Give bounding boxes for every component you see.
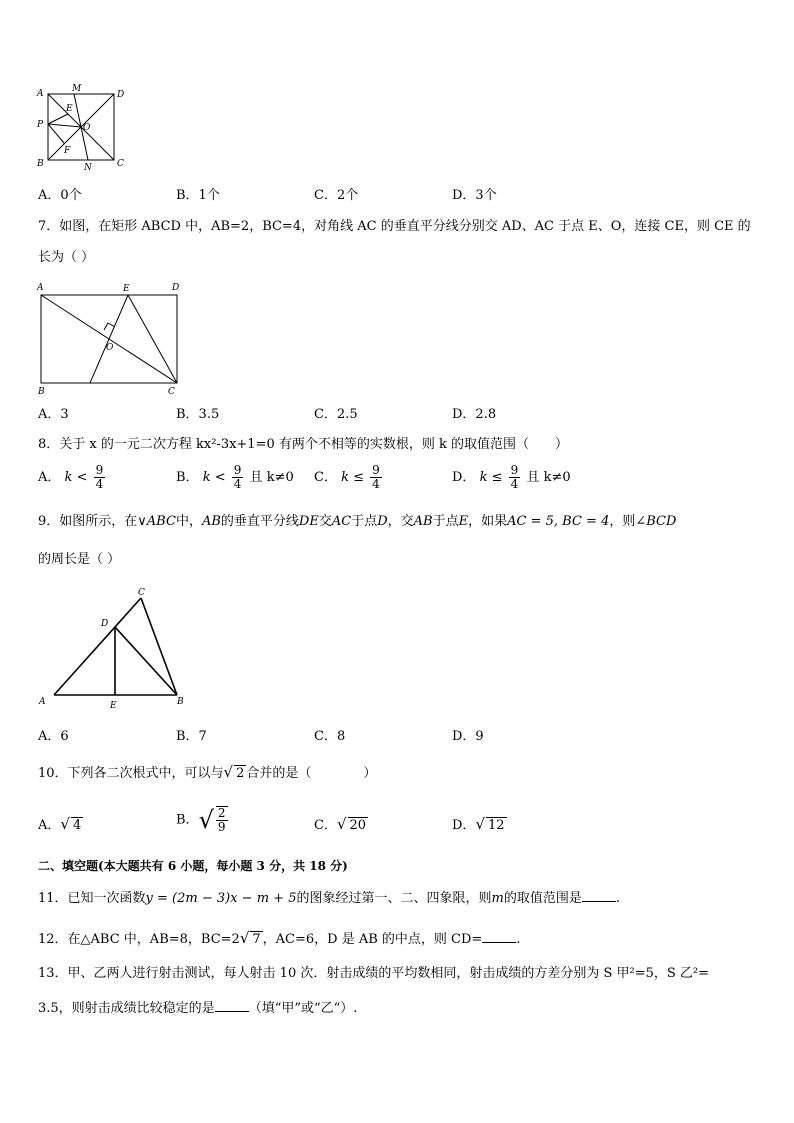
q9-part3: 的垂直平分线 <box>220 514 299 529</box>
radical-icon: √ <box>239 929 250 947</box>
q8-d-fraction <box>509 464 521 491</box>
q13-line2-post: （填“甲”或“乙“）. <box>248 1001 358 1016</box>
q10-post: 合并的是（ ） <box>246 766 377 781</box>
q10-option-a[interactable] <box>38 816 83 834</box>
q8-option-c[interactable] <box>314 464 384 491</box>
radical-icon: √ <box>60 815 70 833</box>
q9-option-c[interactable]: C．8 <box>314 729 346 744</box>
q8-b-num: 9 <box>233 463 242 477</box>
q8-b-lt: < <box>214 470 226 485</box>
q8-b-prefix: B． <box>176 470 199 485</box>
q8-b-cond: 且 k≠0 <box>249 470 294 485</box>
q9-option-d[interactable]: D．9 <box>452 729 484 744</box>
q10-d-rad: 12 <box>488 818 505 833</box>
q8-b-den: 4 <box>233 477 242 491</box>
q8-text: 8．关于 x 的一元二次方程 kx²-3x+1=0 有两个不相等的实数根，则 k 的取值范围（ ） <box>38 437 569 452</box>
q8-d-k: k <box>479 470 488 485</box>
q9-given: AC = 5, BC = 4 <box>507 514 610 529</box>
section-title: 二、填空题(本大题共有 6 小题，每小题 3 分，共 18 分) <box>38 859 348 873</box>
q9-angle: ∠BCD <box>635 514 677 529</box>
q9-ac: AC <box>331 514 352 529</box>
q8-d-le: ≤ <box>491 470 503 485</box>
q9-option-b[interactable]: B．7 <box>176 729 207 744</box>
q10-c-rad: 20 <box>349 818 367 833</box>
q13-text-line2 <box>38 999 357 1017</box>
label-D: D <box>117 90 125 100</box>
q8-c-num: 9 <box>372 463 380 477</box>
q9-e: E <box>458 514 469 529</box>
q9-de: DE <box>298 514 319 529</box>
q9-text-line2: 的周长是（ ） <box>38 552 121 567</box>
q7-option-b[interactable]: B．3.5 <box>176 407 220 422</box>
label-A: A <box>37 89 44 99</box>
q8-a-prefix: A． <box>38 470 61 485</box>
q12-end: . <box>516 932 521 947</box>
q8-c-le: ≤ <box>353 470 365 485</box>
figure-q6 <box>34 84 128 172</box>
q11-end: . <box>615 891 620 906</box>
q6-option-a[interactable]: A．0个 <box>38 188 82 203</box>
q10-rad: 2 <box>236 766 245 781</box>
q8-b-fraction <box>232 464 244 491</box>
q8-d-prefix: D． <box>452 470 476 485</box>
q7-option-a[interactable]: A．3 <box>38 407 69 422</box>
q8-a-k: k <box>64 470 73 485</box>
q9-label-B: B <box>177 697 184 707</box>
q9-part2: 中， <box>175 514 202 529</box>
q10-option-c[interactable] <box>314 816 368 834</box>
q9-label-C: C <box>138 588 145 598</box>
q10-b-num: 2 <box>217 806 226 820</box>
q11-m: m <box>491 891 504 906</box>
q9-part8: ，如果 <box>468 514 508 529</box>
radical-icon: √ <box>336 815 347 833</box>
q8-a-den: 4 <box>95 477 104 491</box>
q10-option-d[interactable] <box>452 816 507 834</box>
q10-b-fraction <box>216 806 228 834</box>
q8-c-den: 4 <box>372 477 380 491</box>
q6-option-d[interactable]: D．3个 <box>452 188 497 203</box>
q11-post: 的取值范围是 <box>503 891 582 906</box>
q7-text-line1: 7．如图，在矩形 ABCD 中，AB=2，BC=4，对角线 AC 的垂直平分线分别交 AD、AC 于点 E、O，连接 CE，则 CE 的 <box>38 219 751 234</box>
q10-c-prefix: C． <box>314 818 337 833</box>
q9-part5: 于点 <box>351 514 378 529</box>
label-P: P <box>37 120 44 130</box>
q7-label-E: E <box>123 284 130 294</box>
q9-part9: ，则 <box>609 514 636 529</box>
q9-label-E: E <box>110 701 117 711</box>
q7-option-c[interactable]: C．2.5 <box>314 407 358 422</box>
q8-option-d[interactable] <box>452 464 571 491</box>
q11-mid: 的图象经过第一、二、四象限，则 <box>296 891 492 906</box>
q10-a-rad: 4 <box>72 818 82 833</box>
q7-label-C: C <box>168 387 175 396</box>
q8-option-a[interactable] <box>38 464 107 491</box>
q7-text-line2: 长为（ ） <box>38 250 95 265</box>
q8-d-cond: 且 k≠0 <box>526 470 571 485</box>
q8-a-lt: < <box>76 470 88 485</box>
q8-c-k: k <box>341 470 349 485</box>
label-O: O <box>83 123 91 133</box>
q12-text <box>38 930 520 948</box>
radical-icon: √ <box>198 806 214 834</box>
q9-part1: 9．如图所示，在 <box>38 514 138 529</box>
q8-option-b[interactable] <box>176 464 294 491</box>
q7-label-O: O <box>106 343 114 353</box>
q11-formula: y = (2m − 3)x − m + 5 <box>145 891 297 906</box>
q13-text-line1: 13．甲、乙两人进行射击测试，每人射击 10 次．射击成绩的平均数相同，射击成绩的方差分别为 S 甲²=5，S 乙²= <box>38 966 710 981</box>
answer-blank[interactable] <box>215 999 249 1012</box>
answer-blank[interactable] <box>582 889 616 902</box>
answer-blank[interactable] <box>482 930 516 943</box>
q9-text-line1 <box>38 514 676 530</box>
q12-mid: ，AC=6，D 是 AB 的中点，则 CD= <box>262 932 483 947</box>
figure-q7 <box>34 278 188 396</box>
q12-rad: 7 <box>252 932 261 947</box>
q12-pre: 12．在△ABC 中，AB=8，BC=2 <box>38 932 240 947</box>
q8-c-prefix: C． <box>314 470 337 485</box>
q11-text <box>38 889 620 907</box>
q9-label-A: A <box>39 697 46 707</box>
q9-part4: 交 <box>318 514 332 529</box>
q8-c-fraction <box>370 464 382 491</box>
radical-icon: √ <box>475 815 485 833</box>
label-N: N <box>84 163 92 172</box>
q9-ab1: AB <box>201 514 221 529</box>
q7-label-B: B <box>38 387 45 396</box>
q9-label-D: D <box>101 619 109 629</box>
q10-a-prefix: A． <box>38 818 61 833</box>
q9-option-a[interactable]: A．6 <box>38 729 69 744</box>
label-F: F <box>64 146 71 156</box>
radical-icon: √ <box>223 763 234 781</box>
q8-a-num: 9 <box>95 463 104 477</box>
label-C: C <box>117 159 124 169</box>
q10-b-den: 9 <box>217 820 226 834</box>
q10-b-prefix: B． <box>176 812 199 828</box>
q8-a-fraction <box>94 464 106 491</box>
q10-pre: 10．下列各二次根式中，可以与 <box>38 766 224 781</box>
q6-option-b[interactable]: B．1个 <box>176 188 220 203</box>
q10-d-prefix: D． <box>452 818 476 833</box>
q8-d-den: 4 <box>510 477 519 491</box>
q9-triangle: ∨ABC <box>137 514 176 529</box>
label-M: M <box>72 84 82 94</box>
q8-d-num: 9 <box>510 463 519 477</box>
q9-ab2: AB <box>413 514 433 529</box>
q7-label-A: A <box>37 283 44 293</box>
q11-pre: 11．已知一次函数 <box>38 891 146 906</box>
q9-part7: 于点 <box>432 514 459 529</box>
q8-b-k: k <box>202 470 211 485</box>
q9-d: D <box>377 514 388 529</box>
label-B: B <box>37 159 44 169</box>
q10-text <box>38 764 376 782</box>
q10-option-b[interactable] <box>176 806 230 834</box>
q6-option-c[interactable]: C．2个 <box>314 188 359 203</box>
q7-option-d[interactable]: D．2.8 <box>452 407 497 422</box>
label-E: E <box>66 104 73 114</box>
q7-label-D: D <box>172 283 180 293</box>
q9-part6: ，交 <box>387 514 414 529</box>
figure-q9 <box>34 582 194 712</box>
q13-line2-pre: 3.5，则射击成绩比较稳定的是 <box>38 1001 215 1016</box>
